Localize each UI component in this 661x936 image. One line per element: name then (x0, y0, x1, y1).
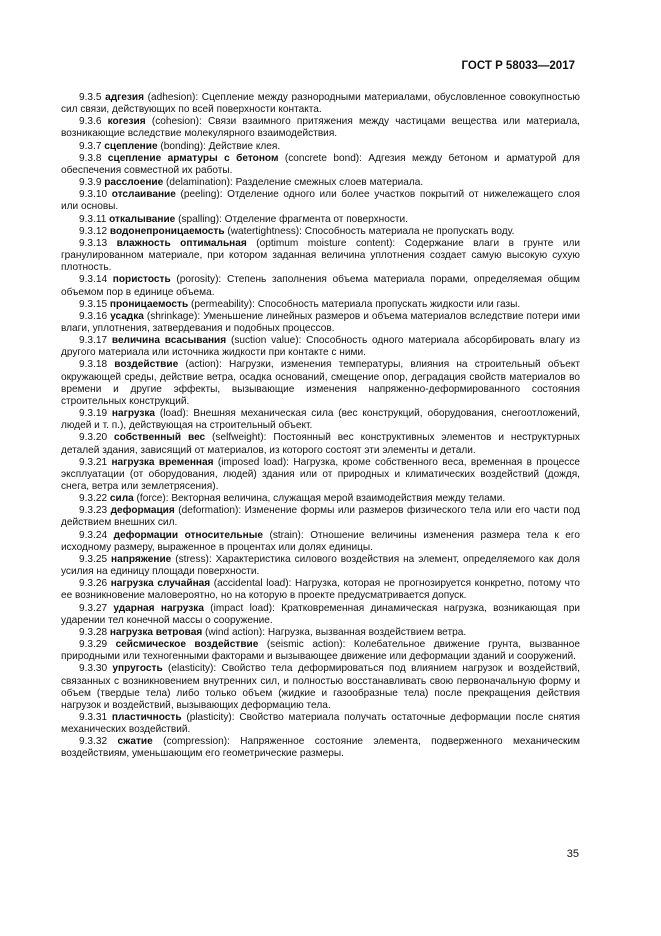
term-name: величина всасывания (111, 335, 227, 347)
term-number: 9.3.27 (79, 602, 108, 614)
term-number: 9.3.8 (79, 152, 102, 164)
term-entry (61, 141, 580, 153)
term-number: 9.3.29 (79, 639, 108, 651)
term-number: 9.3.14 (79, 274, 108, 286)
term-number: 9.3.12 (79, 225, 108, 237)
term-name: нагрузка случайная (110, 578, 211, 590)
term-definition: (peeling): Отделение одного или более участков покрытий от нижележащего слоя или основы. (61, 189, 580, 213)
term-definition: (force): Векторная величина, служащая мерой взаимодействия между телами. (133, 493, 506, 505)
term-definition: (concrete bond): Адгезия между бетоном и арматурой для обеспечения совместной их работы. (61, 152, 580, 176)
term-name: водонепроницаемость (109, 225, 225, 237)
term-entry (61, 603, 580, 627)
term-definition: (strain): Отношение величины изменения размера тела к его исходному размеру, выраженное в процентах или долях единицы. (61, 529, 580, 553)
document-id: ГОСТ Р 58033—2017 (461, 60, 575, 72)
term-name: нагрузка (111, 408, 156, 420)
term-name: когезия (107, 116, 146, 128)
term-number: 9.3.15 (79, 298, 108, 310)
term-number: 9.3.32 (79, 736, 108, 748)
term-entry (61, 311, 580, 335)
term-name: деформации относительные (113, 529, 263, 541)
term-number: 9.3.16 (79, 310, 108, 322)
term-name: нагрузка временная (111, 456, 214, 468)
term-number: 9.3.17 (79, 335, 108, 347)
term-definition: (stress): Характеристика силового воздействия на элемент, определяемого как доля усилия на единицу площади поверхности. (61, 553, 580, 578)
term-definition: (plasticity): Свойство материала получать остаточные деформации после снятия механических воздействий. (61, 711, 580, 736)
term-entry (61, 663, 580, 712)
term-number: 9.3.25 (79, 553, 108, 565)
term-entry (61, 736, 580, 760)
term-number: 9.3.11 (79, 213, 107, 225)
term-name: откалывание (109, 213, 176, 225)
term-number: 9.3.23 (79, 505, 108, 517)
term-name: сжатие (117, 736, 153, 748)
term-entry (61, 189, 580, 213)
term-entry (61, 274, 580, 298)
term-definition: (watertightness): Способность материала не пропускать воду. (224, 225, 515, 237)
term-number: 9.3.13 (79, 237, 108, 249)
term-name: пластичность (111, 711, 182, 723)
term-entry (61, 359, 580, 408)
term-definition: (spalling): Отделение фрагмента от поверхности. (175, 213, 408, 225)
term-definition: (shrinkage): Уменьшение линейных размеров и объема материалов вследствие потери ими влаги, уплотнения, затвердевания и подобных процессов. (61, 310, 580, 334)
term-definition: (deformation): Изменение формы или размеров физического тела или его части под действием внешних сил. (61, 505, 580, 529)
term-number: 9.3.21 (79, 456, 108, 468)
term-entry (61, 177, 580, 189)
term-definition: (cohesion): Связи взаимного притяжения между частицами вещества или материала, возникающие вследствие молекулярного взаимодействия. (61, 116, 580, 140)
term-definition: (load): Внешняя механическая сила (вес конструкций, оборудования, снегоотложений, людей и т. п.), действующая на строительный объект. (61, 408, 580, 432)
term-definition: (selfweight): Постоянный вес конструктивных элементов и неструктурных деталей здания, зависящий от материалов, из которого состоят эти элементы и детали. (61, 432, 580, 456)
term-number: 9.3.7 (79, 140, 102, 152)
term-definition: (elasticity): Свойство тела деформироваться под влиянием нагрузок и воздействий, связанных с возникновением внутренних сил, и полностью восстанавливать свою первоначальную форму и объем (твердые тела) либо только объем (жидкие и газообразные тела) после прекращения действия нагрузок и воздействий, вызывающих деформацию тела. (61, 663, 581, 711)
term-number: 9.3.6 (79, 116, 102, 128)
term-entry (61, 578, 580, 602)
term-name: адгезия (105, 92, 145, 103)
term-entry (61, 92, 580, 116)
term-name: упругость (112, 663, 163, 675)
term-number: 9.3.18 (79, 359, 108, 371)
term-number: 9.3.31 (79, 711, 108, 723)
term-name: собственный вес (113, 432, 206, 444)
term-name: воздействие (114, 359, 179, 371)
term-entry (61, 627, 580, 639)
term-number: 9.3.28 (79, 626, 108, 638)
term-name: проницаемость (109, 298, 189, 310)
term-name: сцепление (104, 140, 158, 152)
term-definition: (optimum moisture content): Содержание влаги в грунте или гранулированном материале, при котором заданная величина уплотнения создает самую высокую сухую плотность. (61, 237, 580, 274)
term-definition: (suction value): Способность одного материала абсорбировать влагу из другого материала или источника жидкости при контакте с ними. (61, 335, 580, 359)
term-number: 9.3.19 (79, 408, 108, 420)
term-name: отслаивание (111, 189, 176, 201)
term-definition: (impact load): Кратковременная динамическая нагрузка, возникающая при ударении тел конечной массы о сооружение. (61, 602, 580, 626)
term-entry (61, 639, 580, 663)
term-entry (61, 432, 580, 456)
term-name: напряжение (111, 553, 172, 565)
term-entry (61, 226, 580, 238)
term-name: нагрузка ветровая (109, 626, 203, 638)
term-entry (61, 116, 580, 140)
term-definition: (permeability): Способность материала пропускать жидкости или газы. (188, 298, 521, 310)
page-number: 35 (566, 848, 579, 860)
term-entry (61, 335, 580, 359)
term-entry (61, 530, 580, 554)
term-name: расслоение (104, 177, 164, 189)
term-number: 9.3.22 (79, 493, 108, 505)
term-number: 9.3.30 (79, 663, 108, 675)
term-name: пористость (112, 274, 171, 286)
term-number: 9.3.26 (79, 578, 108, 590)
term-entry (61, 408, 580, 432)
term-entry (61, 505, 580, 529)
term-number: 9.3.24 (79, 529, 108, 541)
term-entry (61, 214, 580, 226)
term-name: сейсмическое воздействие (115, 639, 259, 651)
term-number: 9.3.5 (79, 92, 102, 103)
term-definition: (delamination): Разделение смежных слоев материала. (163, 177, 424, 189)
term-entry (61, 457, 580, 493)
term-name: усадка (110, 310, 144, 322)
term-entry (61, 238, 580, 274)
term-number: 9.3.10 (79, 189, 108, 201)
term-number: 9.3.20 (79, 432, 108, 444)
term-definition: (imposed load): Нагрузка, кроме собственного веса, временная в процессе эксплуатации (от оборудования, людей) здания или от природных и климатических воздействий (дождя, снега, ветра или землетрясения). (61, 456, 580, 492)
term-definition: (action): Нагрузки, изменения температуры, влияния на строительный объект окружающей среды, действие ветра, осадка оснований, смещение опор, деградация свойств материалов во времени и другие эффекты, вызывающие изменения напряженно-деформированного состояния строительных конструкций. (61, 359, 580, 407)
term-entry (61, 554, 580, 578)
term-entry (61, 153, 580, 177)
term-definition: (seismic action): Колебательное движение грунта, вызванное природными или техногенными факторами и вызывающее движение или деформации зданий и сооружений. (61, 639, 580, 663)
term-entry (61, 712, 580, 736)
term-definition: (accidental load): Нагрузка, которая не прогнозируется конкретно, потому что ее возникновение маловероятно, но на которую в проекте предусматривается допуск. (61, 578, 580, 602)
term-entry (61, 493, 580, 505)
terms-list (61, 92, 580, 761)
term-entry (61, 299, 580, 311)
term-name: сила (109, 493, 134, 505)
term-number: 9.3.9 (79, 177, 102, 189)
term-name: деформация (110, 505, 175, 517)
term-definition: (porosity): Степень заполнения объема материала порами, определяемая общим объемом пор в единице объема. (61, 274, 580, 298)
term-definition: (wind action): Нагрузка, вызванная воздействием ветра. (202, 626, 467, 638)
term-name: влажность оптимальная (116, 237, 247, 249)
term-definition: (adhesion): Сцепление между разнородными материалами, обусловленное совокупностью сил связи, действующих по всей поверхности контакта. (61, 92, 580, 116)
term-definition: (bonding): Действие клея. (157, 140, 281, 152)
term-name: сцепление арматуры с бетоном (107, 152, 279, 164)
term-definition: (compression): Напряженное состояние элемента, подверженного механическим воздействиям, уменьшающим его геометрические размеры. (61, 736, 580, 760)
term-name: ударная нагрузка (113, 602, 204, 614)
